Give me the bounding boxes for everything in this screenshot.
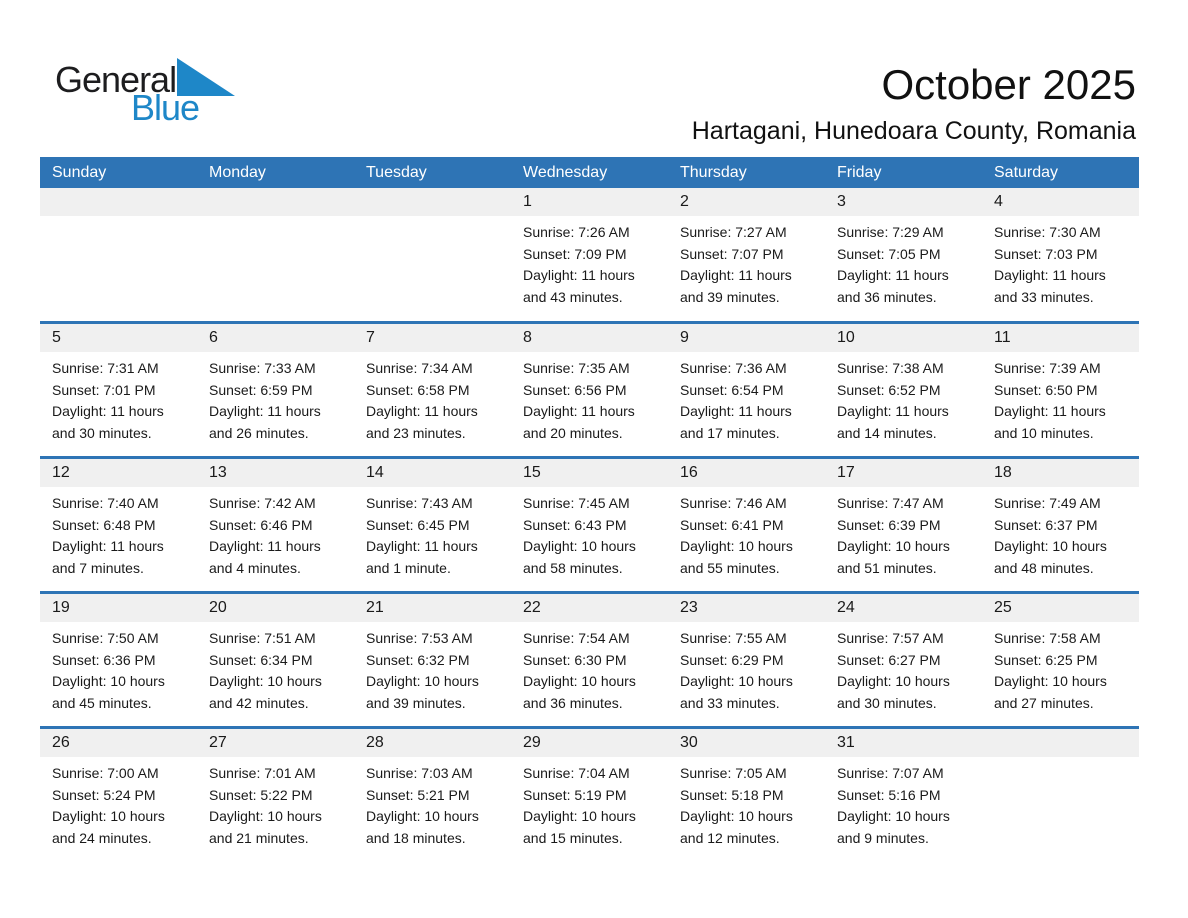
sunset-text: Sunset: 6:48 PM bbox=[52, 516, 156, 533]
day-details bbox=[668, 622, 825, 714]
day-cell-24 bbox=[825, 594, 982, 726]
week-row-5 bbox=[40, 726, 1139, 861]
calendar-titles bbox=[692, 62, 1136, 146]
day-details bbox=[668, 757, 825, 849]
weekday-header-sunday: Sunday bbox=[52, 164, 107, 181]
weekday-header-friday: Friday bbox=[837, 164, 882, 181]
day-number-5: 5 bbox=[40, 324, 197, 352]
daylight-text-line1: Daylight: 11 hours bbox=[366, 403, 478, 419]
day-cell-26 bbox=[40, 729, 197, 861]
day-number-27: 27 bbox=[197, 729, 354, 757]
daylight-text-line1: Daylight: 11 hours bbox=[209, 403, 321, 419]
day-number-empty bbox=[982, 729, 1139, 757]
week-row-1 bbox=[40, 188, 1139, 321]
sunrise-text: Sunrise: 7:07 AM bbox=[837, 765, 944, 781]
sunset-text: Sunset: 6:46 PM bbox=[209, 516, 313, 533]
sunset-text: Sunset: 6:41 PM bbox=[680, 516, 784, 533]
sunset-text: Sunset: 6:29 PM bbox=[680, 651, 784, 668]
day-number-7: 7 bbox=[354, 324, 511, 352]
day-details bbox=[40, 757, 197, 849]
sunrise-text: Sunrise: 7:42 AM bbox=[209, 495, 316, 511]
daylight-text-line2: and 58 minutes. bbox=[523, 559, 623, 576]
sunrise-text: Sunrise: 7:03 AM bbox=[366, 765, 473, 781]
week-row-4 bbox=[40, 591, 1139, 726]
sunrise-text: Sunrise: 7:57 AM bbox=[837, 630, 944, 646]
day-details bbox=[982, 757, 1139, 763]
day-cell-1 bbox=[511, 188, 668, 321]
week-row-3 bbox=[40, 456, 1139, 591]
day-details bbox=[40, 487, 197, 579]
sunset-text: Sunset: 6:50 PM bbox=[994, 381, 1098, 398]
sunrise-text: Sunrise: 7:36 AM bbox=[680, 360, 787, 376]
day-number-28: 28 bbox=[354, 729, 511, 757]
weekday-header-tuesday: Tuesday bbox=[366, 164, 427, 181]
weekday-header-thursday: Thursday bbox=[680, 164, 747, 181]
day-number-18: 18 bbox=[982, 459, 1139, 487]
sunrise-text: Sunrise: 7:31 AM bbox=[52, 360, 159, 376]
day-cell-empty bbox=[40, 188, 197, 321]
day-details bbox=[40, 216, 197, 222]
day-number-8: 8 bbox=[511, 324, 668, 352]
day-cell-28 bbox=[354, 729, 511, 861]
sunset-text: Sunset: 5:18 PM bbox=[680, 786, 784, 803]
daylight-text-line2: and 55 minutes. bbox=[680, 559, 780, 576]
daylight-text-line2: and 27 minutes. bbox=[994, 694, 1094, 711]
sunrise-text: Sunrise: 7:49 AM bbox=[994, 495, 1101, 511]
daylight-text-line2: and 7 minutes. bbox=[52, 559, 144, 576]
day-cell-23 bbox=[668, 594, 825, 726]
daylight-text-line2: and 42 minutes. bbox=[209, 694, 309, 711]
sunrise-text: Sunrise: 7:47 AM bbox=[837, 495, 944, 511]
daylight-text-line1: Daylight: 10 hours bbox=[837, 673, 950, 689]
daylight-text-line2: and 36 minutes. bbox=[523, 694, 623, 711]
daylight-text-line1: Daylight: 10 hours bbox=[209, 673, 322, 689]
day-details bbox=[668, 487, 825, 579]
daylight-text-line1: Daylight: 10 hours bbox=[994, 538, 1107, 554]
daylight-text-line1: Daylight: 10 hours bbox=[680, 808, 793, 824]
daylight-text-line2: and 43 minutes. bbox=[523, 288, 623, 305]
daylight-text-line1: Daylight: 10 hours bbox=[994, 673, 1107, 689]
day-number-2: 2 bbox=[668, 188, 825, 216]
day-number-17: 17 bbox=[825, 459, 982, 487]
daylight-text-line1: Daylight: 10 hours bbox=[209, 808, 322, 824]
sunrise-text: Sunrise: 7:38 AM bbox=[837, 360, 944, 376]
sunrise-text: Sunrise: 7:40 AM bbox=[52, 495, 159, 511]
day-number-30: 30 bbox=[668, 729, 825, 757]
day-number-25: 25 bbox=[982, 594, 1139, 622]
daylight-text-line1: Daylight: 11 hours bbox=[680, 403, 792, 419]
day-number-21: 21 bbox=[354, 594, 511, 622]
day-details bbox=[825, 757, 982, 849]
day-number-4: 4 bbox=[982, 188, 1139, 216]
day-details bbox=[982, 216, 1139, 308]
daylight-text-line2: and 23 minutes. bbox=[366, 424, 466, 441]
day-cell-11 bbox=[982, 324, 1139, 456]
sunset-text: Sunset: 6:36 PM bbox=[52, 651, 156, 668]
day-details bbox=[197, 487, 354, 579]
daylight-text-line1: Daylight: 11 hours bbox=[837, 403, 949, 419]
day-details bbox=[825, 622, 982, 714]
daylight-text-line1: Daylight: 10 hours bbox=[680, 673, 793, 689]
day-cell-8 bbox=[511, 324, 668, 456]
day-details bbox=[197, 757, 354, 849]
day-cell-20 bbox=[197, 594, 354, 726]
daylight-text-line2: and 33 minutes. bbox=[994, 288, 1094, 305]
daylight-text-line2: and 9 minutes. bbox=[837, 829, 929, 846]
location-subtitle: Hartagani, Hunedoara County, Romania bbox=[691, 117, 1136, 146]
sunset-text: Sunset: 6:54 PM bbox=[680, 381, 784, 398]
day-cell-17 bbox=[825, 459, 982, 591]
sunrise-text: Sunrise: 7:00 AM bbox=[52, 765, 159, 781]
sunset-text: Sunset: 6:34 PM bbox=[209, 651, 313, 668]
sunset-text: Sunset: 7:09 PM bbox=[523, 245, 627, 262]
daylight-text-line2: and 39 minutes. bbox=[680, 288, 780, 305]
daylight-text-line2: and 14 minutes. bbox=[837, 424, 937, 441]
day-number-31: 31 bbox=[825, 729, 982, 757]
day-details bbox=[511, 352, 668, 444]
day-number-19: 19 bbox=[40, 594, 197, 622]
sunrise-text: Sunrise: 7:54 AM bbox=[523, 630, 630, 646]
day-number-12: 12 bbox=[40, 459, 197, 487]
daylight-text-line2: and 26 minutes. bbox=[209, 424, 309, 441]
daylight-text-line1: Daylight: 10 hours bbox=[523, 808, 636, 824]
day-cell-6 bbox=[197, 324, 354, 456]
sunset-text: Sunset: 5:22 PM bbox=[209, 786, 313, 803]
day-cell-2 bbox=[668, 188, 825, 321]
day-cell-13 bbox=[197, 459, 354, 591]
day-number-empty bbox=[197, 188, 354, 216]
daylight-text-line1: Daylight: 11 hours bbox=[366, 538, 478, 554]
day-details bbox=[197, 352, 354, 444]
sunrise-text: Sunrise: 7:51 AM bbox=[209, 630, 316, 646]
daylight-text-line2: and 30 minutes. bbox=[52, 424, 152, 441]
daylight-text-line2: and 51 minutes. bbox=[837, 559, 937, 576]
weekday-header-monday: Monday bbox=[209, 164, 266, 181]
day-number-empty bbox=[40, 188, 197, 216]
day-number-13: 13 bbox=[197, 459, 354, 487]
daylight-text-line1: Daylight: 11 hours bbox=[52, 538, 164, 554]
day-details bbox=[354, 757, 511, 849]
day-details bbox=[511, 622, 668, 714]
sunrise-text: Sunrise: 7:35 AM bbox=[523, 360, 630, 376]
sunset-text: Sunset: 6:59 PM bbox=[209, 381, 313, 398]
daylight-text-line2: and 45 minutes. bbox=[52, 694, 152, 711]
weeks-container bbox=[40, 188, 1139, 861]
sunrise-text: Sunrise: 7:26 AM bbox=[523, 224, 630, 240]
daylight-text-line2: and 17 minutes. bbox=[680, 424, 780, 441]
daylight-text-line1: Daylight: 11 hours bbox=[994, 267, 1106, 283]
day-cell-15 bbox=[511, 459, 668, 591]
day-number-29: 29 bbox=[511, 729, 668, 757]
daylight-text-line1: Daylight: 11 hours bbox=[680, 267, 792, 283]
daylight-text-line1: Daylight: 10 hours bbox=[366, 808, 479, 824]
day-details bbox=[668, 216, 825, 308]
day-number-20: 20 bbox=[197, 594, 354, 622]
daylight-text-line1: Daylight: 11 hours bbox=[523, 267, 635, 283]
week-row-2 bbox=[40, 321, 1139, 456]
daylight-text-line1: Daylight: 10 hours bbox=[837, 538, 950, 554]
day-number-empty bbox=[354, 188, 511, 216]
day-cell-27 bbox=[197, 729, 354, 861]
day-cell-7 bbox=[354, 324, 511, 456]
sunset-text: Sunset: 6:39 PM bbox=[837, 516, 941, 533]
day-cell-14 bbox=[354, 459, 511, 591]
sunrise-text: Sunrise: 7:27 AM bbox=[680, 224, 787, 240]
day-cell-19 bbox=[40, 594, 197, 726]
day-number-10: 10 bbox=[825, 324, 982, 352]
day-number-16: 16 bbox=[668, 459, 825, 487]
daylight-text-line2: and 10 minutes. bbox=[994, 424, 1094, 441]
daylight-text-line2: and 4 minutes. bbox=[209, 559, 301, 576]
sunrise-text: Sunrise: 7:04 AM bbox=[523, 765, 630, 781]
day-number-23: 23 bbox=[668, 594, 825, 622]
sunset-text: Sunset: 7:03 PM bbox=[994, 245, 1098, 262]
sunrise-text: Sunrise: 7:01 AM bbox=[209, 765, 316, 781]
sunrise-text: Sunrise: 7:55 AM bbox=[680, 630, 787, 646]
day-number-24: 24 bbox=[825, 594, 982, 622]
day-cell-empty bbox=[354, 188, 511, 321]
day-cell-empty bbox=[982, 729, 1139, 861]
month-title: October 2025 bbox=[881, 61, 1136, 108]
sunset-text: Sunset: 6:30 PM bbox=[523, 651, 627, 668]
sunrise-text: Sunrise: 7:58 AM bbox=[994, 630, 1101, 646]
day-cell-10 bbox=[825, 324, 982, 456]
daylight-text-line1: Daylight: 10 hours bbox=[837, 808, 950, 824]
day-number-1: 1 bbox=[511, 188, 668, 216]
daylight-text-line2: and 20 minutes. bbox=[523, 424, 623, 441]
sunset-text: Sunset: 5:24 PM bbox=[52, 786, 156, 803]
day-details bbox=[511, 757, 668, 849]
day-cell-18 bbox=[982, 459, 1139, 591]
daylight-text-line2: and 24 minutes. bbox=[52, 829, 152, 846]
sunset-text: Sunset: 6:56 PM bbox=[523, 381, 627, 398]
day-cell-4 bbox=[982, 188, 1139, 321]
day-number-26: 26 bbox=[40, 729, 197, 757]
day-details bbox=[354, 622, 511, 714]
day-details bbox=[982, 352, 1139, 444]
daylight-text-line1: Daylight: 11 hours bbox=[994, 403, 1106, 419]
day-cell-21 bbox=[354, 594, 511, 726]
daylight-text-line2: and 30 minutes. bbox=[837, 694, 937, 711]
daylight-text-line1: Daylight: 11 hours bbox=[837, 267, 949, 283]
day-details bbox=[197, 216, 354, 222]
day-cell-9 bbox=[668, 324, 825, 456]
day-details bbox=[982, 622, 1139, 714]
day-cell-12 bbox=[40, 459, 197, 591]
sunset-text: Sunset: 6:25 PM bbox=[994, 651, 1098, 668]
day-details bbox=[982, 487, 1139, 579]
daylight-text-line2: and 18 minutes. bbox=[366, 829, 466, 846]
day-details bbox=[825, 487, 982, 579]
day-details bbox=[511, 487, 668, 579]
day-number-11: 11 bbox=[982, 324, 1139, 352]
day-cell-30 bbox=[668, 729, 825, 861]
daylight-text-line2: and 36 minutes. bbox=[837, 288, 937, 305]
sunrise-text: Sunrise: 7:05 AM bbox=[680, 765, 787, 781]
sunset-text: Sunset: 6:52 PM bbox=[837, 381, 941, 398]
day-details bbox=[40, 622, 197, 714]
daylight-text-line2: and 33 minutes. bbox=[680, 694, 780, 711]
day-cell-empty bbox=[197, 188, 354, 321]
sunrise-text: Sunrise: 7:50 AM bbox=[52, 630, 159, 646]
logo-text-blue: Blue bbox=[131, 87, 200, 128]
daylight-text-line1: Daylight: 11 hours bbox=[209, 538, 321, 554]
weekday-header-wednesday: Wednesday bbox=[523, 164, 608, 181]
day-cell-5 bbox=[40, 324, 197, 456]
day-number-6: 6 bbox=[197, 324, 354, 352]
day-number-9: 9 bbox=[668, 324, 825, 352]
day-details bbox=[354, 487, 511, 579]
day-details bbox=[825, 216, 982, 308]
sunset-text: Sunset: 6:45 PM bbox=[366, 516, 470, 533]
sunset-text: Sunset: 6:43 PM bbox=[523, 516, 627, 533]
day-details bbox=[668, 352, 825, 444]
sunset-text: Sunset: 7:07 PM bbox=[680, 245, 784, 262]
day-details bbox=[511, 216, 668, 308]
day-cell-3 bbox=[825, 188, 982, 321]
sunset-text: Sunset: 6:27 PM bbox=[837, 651, 941, 668]
daylight-text-line1: Daylight: 10 hours bbox=[680, 538, 793, 554]
sunrise-text: Sunrise: 7:45 AM bbox=[523, 495, 630, 511]
daylight-text-line1: Daylight: 10 hours bbox=[52, 808, 165, 824]
sunrise-text: Sunrise: 7:46 AM bbox=[680, 495, 787, 511]
daylight-text-line1: Daylight: 11 hours bbox=[52, 403, 164, 419]
sunrise-text: Sunrise: 7:39 AM bbox=[994, 360, 1101, 376]
daylight-text-line2: and 12 minutes. bbox=[680, 829, 780, 846]
day-cell-25 bbox=[982, 594, 1139, 726]
sunrise-text: Sunrise: 7:30 AM bbox=[994, 224, 1101, 240]
sunset-text: Sunset: 5:16 PM bbox=[837, 786, 941, 803]
day-number-14: 14 bbox=[354, 459, 511, 487]
day-details bbox=[197, 622, 354, 714]
day-details bbox=[825, 352, 982, 444]
sunrise-text: Sunrise: 7:33 AM bbox=[209, 360, 316, 376]
sunset-text: Sunset: 6:37 PM bbox=[994, 516, 1098, 533]
daylight-text-line1: Daylight: 10 hours bbox=[523, 538, 636, 554]
sunset-text: Sunset: 7:01 PM bbox=[52, 381, 156, 398]
daylight-text-line2: and 48 minutes. bbox=[994, 559, 1094, 576]
day-cell-29 bbox=[511, 729, 668, 861]
sunset-text: Sunset: 6:58 PM bbox=[366, 381, 470, 398]
calendar-table bbox=[40, 157, 1139, 861]
daylight-text-line2: and 15 minutes. bbox=[523, 829, 623, 846]
daylight-text-line2: and 39 minutes. bbox=[366, 694, 466, 711]
sunset-text: Sunset: 5:19 PM bbox=[523, 786, 627, 803]
day-details bbox=[354, 352, 511, 444]
sunrise-text: Sunrise: 7:29 AM bbox=[837, 224, 944, 240]
day-number-22: 22 bbox=[511, 594, 668, 622]
logo-text-general: General bbox=[55, 59, 177, 100]
sunrise-text: Sunrise: 7:34 AM bbox=[366, 360, 473, 376]
daylight-text-line2: and 21 minutes. bbox=[209, 829, 309, 846]
day-number-15: 15 bbox=[511, 459, 668, 487]
general-blue-logo bbox=[55, 58, 235, 126]
sunset-text: Sunset: 6:32 PM bbox=[366, 651, 470, 668]
sunset-text: Sunset: 7:05 PM bbox=[837, 245, 941, 262]
daylight-text-line1: Daylight: 10 hours bbox=[52, 673, 165, 689]
daylight-text-line1: Daylight: 10 hours bbox=[366, 673, 479, 689]
daylight-text-line1: Daylight: 10 hours bbox=[523, 673, 636, 689]
day-cell-31 bbox=[825, 729, 982, 861]
sunrise-text: Sunrise: 7:43 AM bbox=[366, 495, 473, 511]
weekday-header-saturday: Saturday bbox=[994, 164, 1059, 181]
day-cell-22 bbox=[511, 594, 668, 726]
day-number-3: 3 bbox=[825, 188, 982, 216]
weekday-header-row bbox=[40, 157, 1139, 188]
sunrise-text: Sunrise: 7:53 AM bbox=[366, 630, 473, 646]
day-cell-16 bbox=[668, 459, 825, 591]
day-details bbox=[354, 216, 511, 222]
day-details bbox=[40, 352, 197, 444]
daylight-text-line1: Daylight: 11 hours bbox=[523, 403, 635, 419]
daylight-text-line2: and 1 minute. bbox=[366, 559, 451, 576]
sunset-text: Sunset: 5:21 PM bbox=[366, 786, 470, 803]
